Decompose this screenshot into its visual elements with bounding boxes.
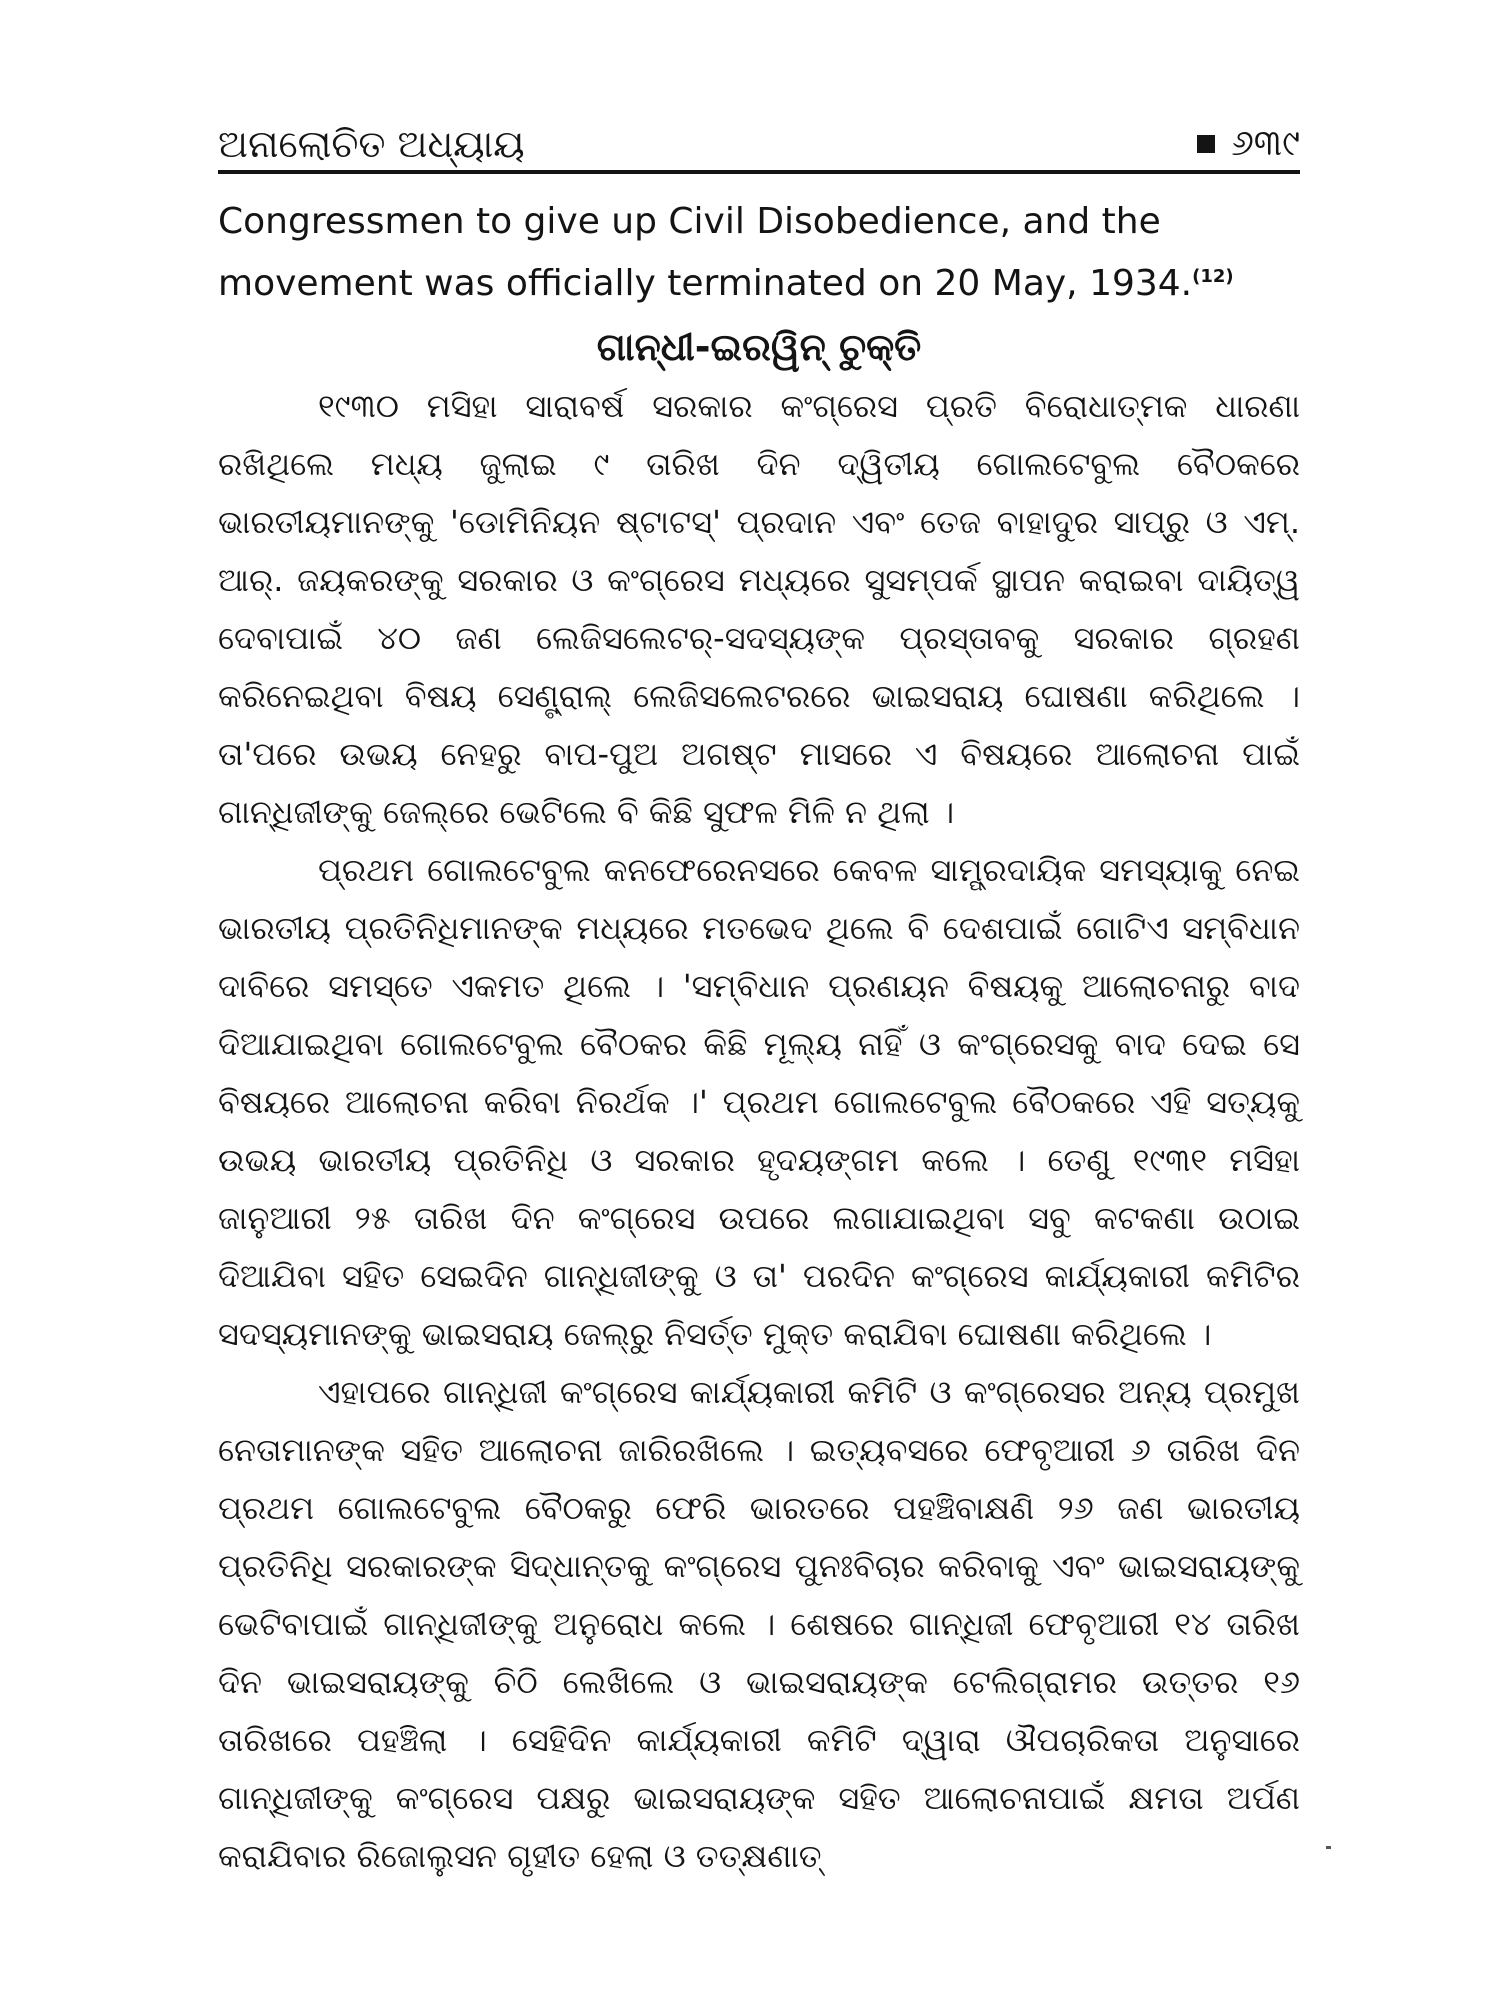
- page-number-group: [1197, 124, 1300, 164]
- section-heading: ଗାନ୍ଧୀ-ଇରୱିନ୍ ଚୁକ୍ତି: [596, 325, 922, 369]
- paragraph: ୧୯୩୦ ମସିହା ସାରାବର୍ଷ ସରକାର କଂଗ୍ରେସ ପ୍ରତି ବିରୋଧାତ୍ମକ ଧାରଣା ରଖିଥିଲେ ମଧ୍ୟ ଜୁଲାଇ ୯ ତାରିଖ ଦିନ ଦ୍ୱିତୀୟ ଗୋଲଟେବୁଲ ବୈଠକରେ ଭାରତୀୟମାନଙ୍କୁ 'ଡୋମିନିୟନ ଷ୍ଟାଟସ୍' ପ୍ରଦାନ ଏବଂ ତେଜ ବାହାଦୁର ସାପ୍ରୁ ଓ ଏମ୍. ଆର୍. ଜୟକରଙ୍କୁ ସରକାର ଓ କଂଗ୍ରେସ ମଧ୍ୟରେ ସୁସମ୍ପର୍କ ସ୍ଥାପନ କରାଇବା ଦାୟିତ୍ୱ ଦେବାପାଇଁ ୪୦ ଜଣ ଲେଜିସଲେଟର୍-ସଦସ୍ୟଙ୍କ ପ୍ରସ୍ତାବକୁ ସରକାର ଗ୍ରହଣ କରିନେଇଥିବା ବିଷୟ ସେଣ୍ଟ୍ରାଲ୍ ଲେଜିସଲେଟରରେ ଭାଇସରାୟ ଘୋଷଣା କରିଥିଲେ । ତା'ପରେ ଉଭୟ ନେହରୁ ବାପ-ପୁଅ ଅଗଷ୍ଟ ମାସରେ ଏ ବିଷୟରେ ଆଲୋଚନା ପାଇଁ ଗାନ୍ଧିଜୀଙ୍କୁ ଜେଲ୍‌ରେ ଭେଟିଲେ ବି କିଛି ସୁଫଳ ମିଳି ନ ଥିଲା ।: [218, 387, 1300, 831]
- english-quote-text: Congressmen to give up Civil Disobedience, and the movement was officially terminated on 20 May, 1934.: [218, 201, 1193, 304]
- book-page: [218, 118, 1300, 1885]
- paragraph: ପ୍ରଥମ ଗୋଲଟେବୁଲ କନଫେରେନସରେ କେବଳ ସାମ୍ପ୍ରଦାୟିକ ସମସ୍ୟାକୁ ନେଇ ଭାରତୀୟ ପ୍ରତିନିଧିମାନଙ୍କ ମଧ୍ୟରେ ମତଭେଦ ଥିଲେ ବି ଦେଶପାଇଁ ଗୋଟିଏ ସମ୍ବିଧାନ ଦାବିରେ ସମସ୍ତେ ଏକମତ ଥିଲେ । 'ସମ୍ବିଧାନ ପ୍ରଣୟନ ବିଷୟକୁ ଆଲୋଚନାରୁ ବାଦ ଦିଆଯାଇଥିବା ଗୋଲଟେବୁଲ ବୈଠକର କିଛି ମୂଲ୍ୟ ନାହିଁ ଓ କଂଗ୍ରେସକୁ ବାଦ ଦେଇ ସେ ବିଷୟରେ ଆଲୋଚନା କରିବା ନିରର୍ଥକ ।' ପ୍ରଥମ ଗୋଲଟେବୁଲ ବୈଠକରେ ଏହି ସତ୍ୟକୁ ଉଭୟ ଭାରତୀୟ ପ୍ରତିନିଧି ଓ ସରକାର ହୃଦୟଙ୍ଗମ କଲେ । ତେଣୁ ୧୯୩୧ ମସିହା ଜାନୁଆରୀ ୨୫ ତାରିଖ ଦିନ କଂଗ୍ରେସ ଉପରେ ଲଗାଯାଇଥିବା ସବୁ କଟକଣା ଉଠାଇ ଦିଆଯିବା ସହିତ ସେଇଦିନ ଗାନ୍ଧିଜୀଙ୍କୁ ଓ ତା' ପରଦିନ କଂଗ୍ରେସ କାର୍ଯ୍ୟକାରୀ କମିଟିର ସଦସ୍ୟମାନଙ୍କୁ ଭାଇସରାୟ ଜେଲ୍‌ରୁ ନିସର୍ତ୍ତ ମୁକ୍ତ କରାଯିବା ଘୋଷଣା କରିଥିଲେ ।: [218, 851, 1300, 1353]
- square-bullet-icon: [1197, 135, 1215, 153]
- footnote-marker: (12): [1192, 266, 1234, 287]
- running-title: ଅନାଲୋଚିତ ଅଧ୍ୟାୟ: [218, 122, 525, 166]
- paragraph: ଏହାପରେ ଗାନ୍ଧିଜୀ କଂଗ୍ରେସ କାର୍ଯ୍ୟକାରୀ କମିଟି ଓ କଂଗ୍ରେସର ଅନ୍ୟ ପ୍ରମୁଖ ନେତାମାନଙ୍କ ସହିତ ଆଲୋଚନା ଜାରିରଖିଲେ । ଇତ୍ୟବସରେ ଫେବୃଆରୀ ୬ ତାରିଖ ଦିନ ପ୍ରଥମ ଗୋଲଟେବୁଲ ବୈଠକରୁ ଫେରି ଭାରତରେ ପହଞ୍ଚିବାକ୍ଷଣି ୨୬ ଜଣ ଭାରତୀୟ ପ୍ରତିନିଧି ସରକାରଙ୍କ ସିଦ୍ଧାନ୍ତକୁ କଂଗ୍ରେସ ପୁନଃବିଚାର କରିବାକୁ ଏବଂ ଭାଇସରାୟଙ୍କୁ ଭେଟିବାପାଇଁ ଗାନ୍ଧିଜୀଙ୍କୁ ଅନୁରୋଧ କଲେ । ଶେଷରେ ଗାନ୍ଧିଜୀ ଫେବୃଆରୀ ୧୪ ତାରିଖ ଦିନ ଭାଇସରାୟଙ୍କୁ ଚିଠି ଲେଖିଲେ ଓ ଭାଇସରାୟଙ୍କ ଟେଲିଗ୍ରାମର ଉତ୍ତର ୧୬ ତାରିଖରେ ପହଞ୍ଚିଲା । ସେହିଦିନ କାର୍ଯ୍ୟକାରୀ କମିଟି ଦ୍ୱାରା ଔପଚାରିକତା ଅନୁସାରେ ଗାନ୍ଧିଜୀଙ୍କୁ କଂଗ୍ରେସ ପକ୍ଷରୁ ଭାଇସରାୟଙ୍କ ସହିତ ଆଲୋଚନାପାଇଁ କ୍ଷମତା ଅର୍ପଣ କରାଯିବାର ରିଜୋଲୁସନ ଗୃହୀତ ହେଲା ଓ ତତ୍କ୍ଷଣାତ୍: [218, 1373, 1300, 1875]
- page-number: ୬୩୯: [1231, 123, 1300, 164]
- running-header: [218, 118, 1300, 174]
- margin-dot-mark: [1326, 1846, 1331, 1849]
- english-quote: [218, 194, 1300, 311]
